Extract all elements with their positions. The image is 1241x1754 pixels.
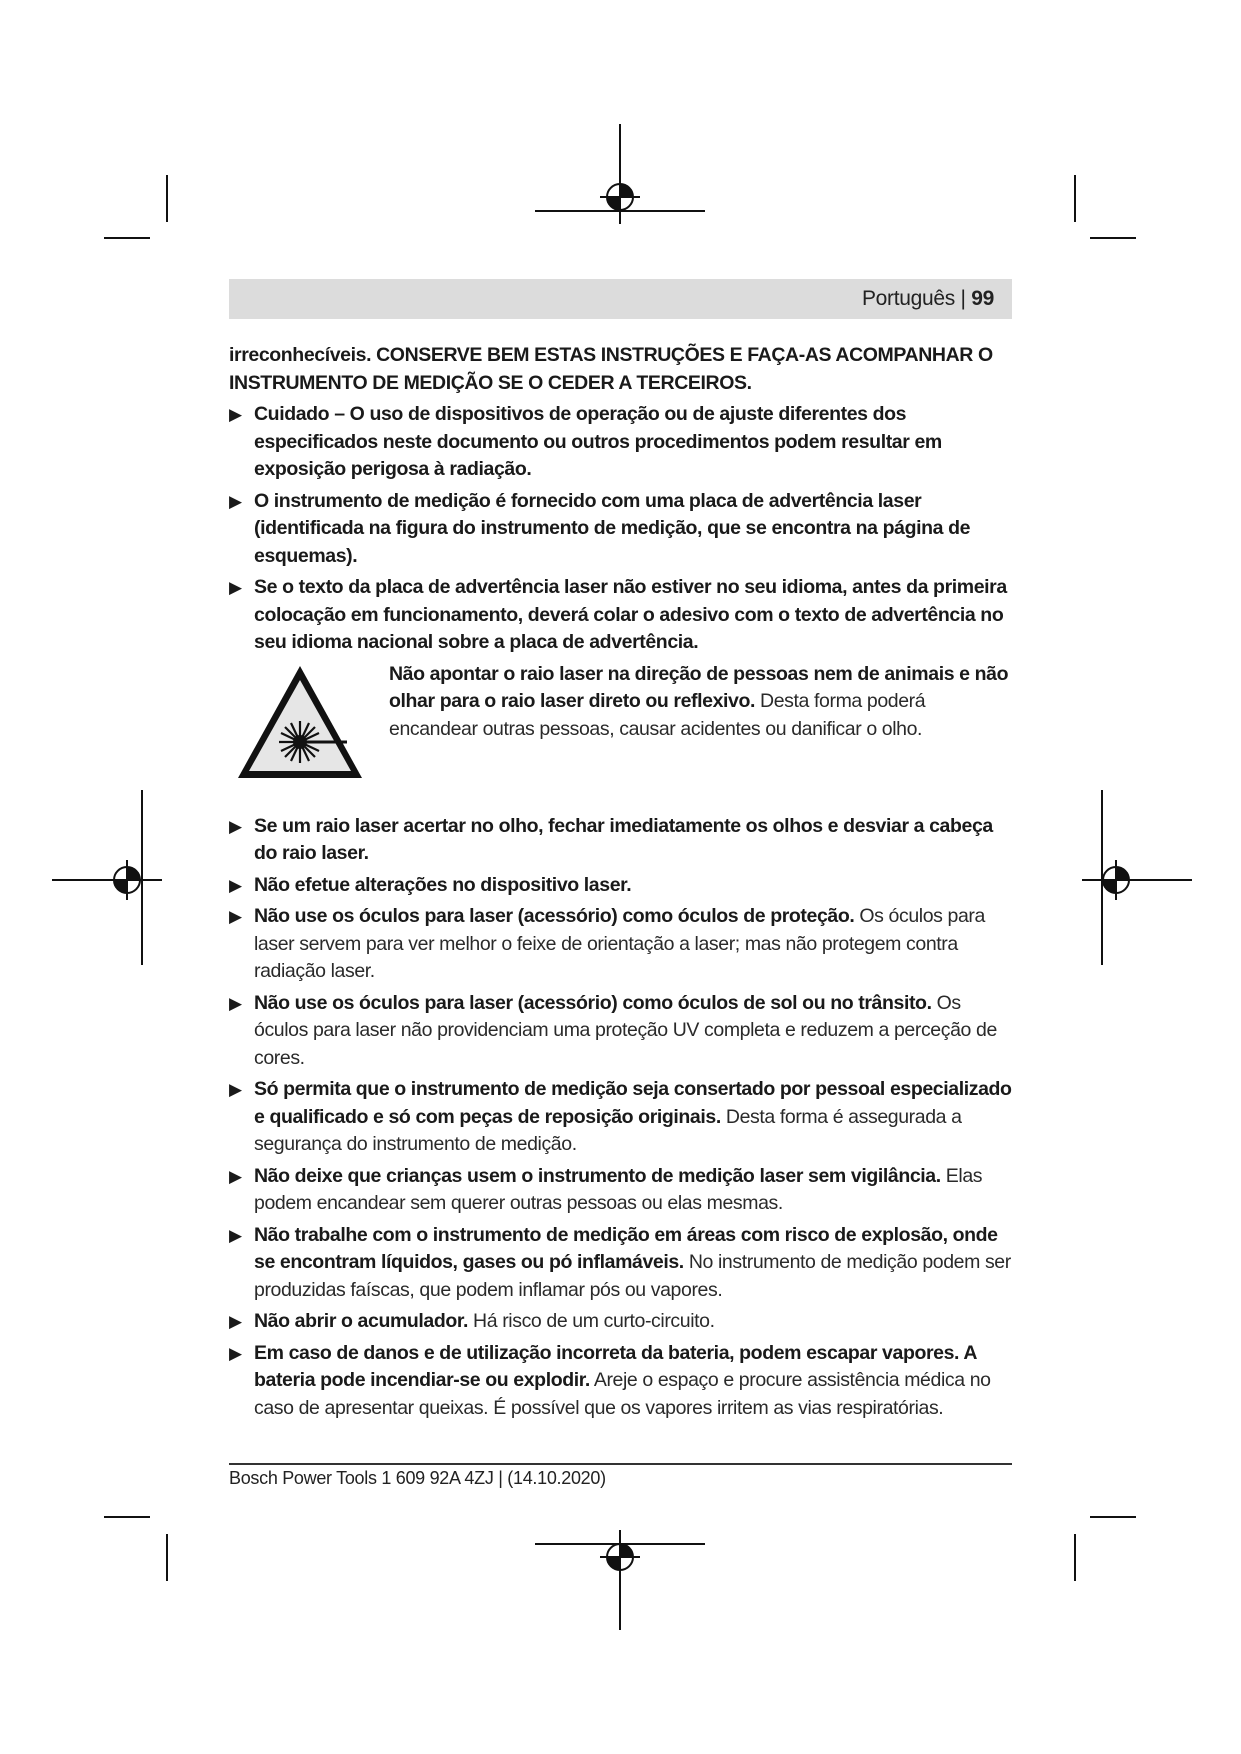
item-bold: Não use os óculos para laser (acessório) como óculos de proteção. [254, 905, 855, 927]
list-item [229, 488, 1019, 571]
bullet-icon: ▶ [229, 405, 242, 424]
item-bold: Em caso de danos e de utilização incorreta da bateria, podem escapar vapores. A bateria pode incendiar-se ou explodir. [254, 1341, 977, 1391]
bullet-icon: ▶ [229, 1225, 242, 1245]
laser-warning-text [389, 661, 1009, 744]
page-header [229, 279, 1012, 319]
item-text: No instrumento de medição podem ser produzidas faíscas, que podem inflamar pós ou vapores. [254, 1251, 1011, 1301]
bullet-icon: ▶ [229, 816, 242, 836]
bullet-icon: ▶ [229, 1080, 242, 1099]
item-bold: Não efetue alterações no dispositivo laser. [254, 873, 632, 896]
item-text: Elas podem encandear sem querer outras pessoas ou elas mesmas. [254, 1164, 983, 1214]
item-bold: Não deixe que crianças usem o instrumento de medição laser sem vigilância. [254, 1164, 941, 1187]
page-content [229, 342, 1019, 1426]
header-language: Português [861, 287, 955, 310]
list-item [229, 1340, 1019, 1423]
footer-divider [229, 1463, 1012, 1465]
registration-mark-icon [52, 790, 162, 970]
header-separator: | [955, 287, 972, 310]
item-text: Os óculos para laser servem para ver melhor o feixe de orientação a laser; mas não protegem contra radiação laser. [254, 905, 985, 982]
list-item [229, 1222, 1019, 1305]
item-text: Há risco de um curto-circuito. [468, 1310, 715, 1332]
bullet-icon: ▶ [229, 907, 242, 926]
bullet-icon: ▶ [229, 875, 242, 895]
item-bold: Só permita que o instrumento de medição seja consertado por pessoal especializado e qualificado e só com peças de reposição originais. [254, 1078, 1012, 1128]
bullet-icon: ▶ [229, 1166, 242, 1186]
list-item [229, 813, 1019, 868]
footer-text: Bosch Power Tools 1 609 92A 4ZJ | (14.10.2020) [229, 1468, 606, 1488]
warning-bold: Não apontar o raio laser na direção de pessoas nem de animais e não olhar para o raio laser direto ou reflexivo. [389, 662, 1009, 712]
item-bold: Se um raio laser acertar no olho, fechar imediatamente os olhos e desviar a cabeça do raio laser. [254, 814, 993, 864]
intro-paragraph: irreconhecíveis. CONSERVE BEM ESTAS INSTRUÇÕES E FAÇA-AS ACOMPANHAR O INSTRUMENTO DE MEDIÇÃO SE O CEDER A TERCEIROS. [229, 344, 993, 394]
bullet-icon: ▶ [229, 578, 242, 597]
item-bold: Não trabalhe com o instrumento de medição em áreas com risco de explosão, onde se encontram líquidos, gases ou pó inflamáveis. [254, 1223, 998, 1273]
list-item [229, 903, 1019, 986]
item-bold: Não use os óculos para laser (acessório) como óculos de sol ou no trânsito. [254, 991, 932, 1014]
registration-mark-icon [530, 124, 710, 224]
list-item [229, 872, 1019, 900]
bullet-icon: ▶ [229, 1312, 242, 1331]
list-item [229, 990, 1019, 1073]
laser-warning-icon [235, 663, 365, 781]
item-text: Os óculos para laser não providenciam uma proteção UV completa e reduzem a perceção de cores. [254, 991, 997, 1069]
warning-normal: Desta forma poderá encandear outras pessoas, causar acidentes ou danificar o olho. [389, 690, 926, 740]
bullet-icon: ▶ [229, 993, 242, 1013]
list-item [229, 574, 1019, 657]
item-bold: Se o texto da placa de advertência laser não estiver no seu idioma, antes da primeira colocação em funcionamento, deverá colar o adesivo com o texto de advertência no seu idioma nacional sobre a placa de advertência. [254, 576, 1007, 653]
item-bold: Não abrir o acumulador. [254, 1310, 469, 1332]
item-text: Areje o espaço e procure assistência médica no caso de apresentar queixas. É possível que os vapores irritem as vias respiratórias. [254, 1369, 991, 1419]
registration-mark-icon [1082, 790, 1192, 970]
list-item [229, 1308, 1019, 1336]
item-bold: Cuidado – O uso de dispositivos de operação ou de ajuste diferentes dos especificados neste documento ou outros procedimentos podem resultar em exposição perigosa à radiação. [254, 403, 942, 480]
page-number: 99 [971, 287, 994, 310]
registration-mark-icon [530, 1530, 710, 1630]
item-text: Desta forma é assegurada a segurança do instrumento de medição. [254, 1105, 962, 1155]
bullet-icon: ▶ [229, 1343, 242, 1363]
item-bold: O instrumento de medição é fornecido com uma placa de advertência laser (identificada na figura do instrumento de medição, que se encontra na página de esquemas). [254, 489, 971, 567]
header-label [862, 287, 994, 311]
list-item [229, 401, 1019, 484]
bullet-icon: ▶ [229, 491, 242, 511]
list-item [229, 1163, 1019, 1218]
laser-warning-block [229, 661, 1019, 801]
list-item [229, 1076, 1019, 1159]
